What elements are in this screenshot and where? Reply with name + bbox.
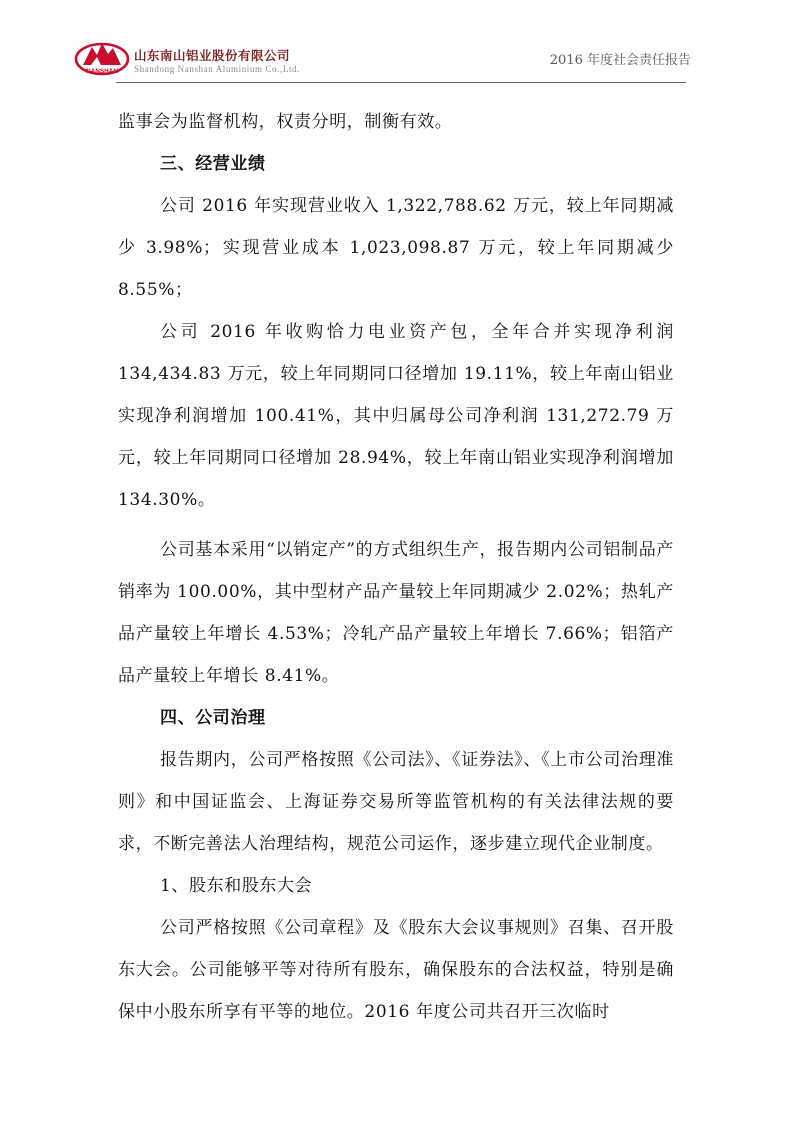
paragraph-net-profit: 公司 2016 年收购恰力电业资产包，全年合并实现净利润 134,434.83 万元，较上年同期同口径增加 19.11%，较上年南山铝业实现净利润增加 100.41%，其中归属母公司净利润 131,272.79 万元，较上年同期同口径增加 28.94%，较上年南山铝业实现净利润增加 134.30%。 [118,322,674,510]
paragraph-production: 公司基本采用“以销定产”的方式组织生产，报告期内公司铝制品产销率为 100.00%，其中型材产品产量较上年同期减少 2.02%；热轧产品产量较上年增长 4.53%；冷轧产品产量较上年增长 7.66%；铝箔产品产量较上年增长 8.41%。 [118,540,674,686]
paragraph-shareholders: 公司严格按照《公司章程》及《股东大会议事规则》召集、召开股东大会。公司能够平等对待所有股东，确保股东的合法权益，特别是确保中小股东所享有平等的地位。2016 年度公司共召开三次临时 [118,918,674,1022]
report-title: 2016 年度社会责任报告 [549,53,691,68]
paragraph-gap [118,521,674,529]
company-name-cn: 山东南山铝业股份有限公司 [134,48,291,63]
subsection-heading-shareholders: 1、股东和股东大会 [160,876,313,896]
paragraph-governance: 报告期内，公司严格按照《公司法》、《证券法》、《上市公司治理准则》和中国证监会、上海证券交易所等监管机构的有关法律法规的要求，不断完善法人治理结构，规范公司运作，逐步建立现代企业制度。 [118,750,674,854]
paragraph-revenue: 公司 2016 年实现营业收入 1,322,788.62 万元，较上年同期减少 3.98%；实现营业成本 1,023,098.87 万元，较上年同期减少 8.55%； [118,196,674,300]
paragraph-supervision: 监事会为监督机构，权责分明，制衡有效。 [118,112,453,132]
logo-text: NANSHAN [86,68,118,75]
header-divider [116,82,686,83]
section-heading-governance: 四、公司治理 [160,708,266,728]
page-body [118,101,674,1033]
section-heading-operations: 三、经营业绩 [160,154,266,174]
nanshan-logo [74,38,130,76]
page-header [0,0,793,95]
company-name-en: Shandong Nanshan Aluminium Co.,Ltd. [134,64,300,74]
